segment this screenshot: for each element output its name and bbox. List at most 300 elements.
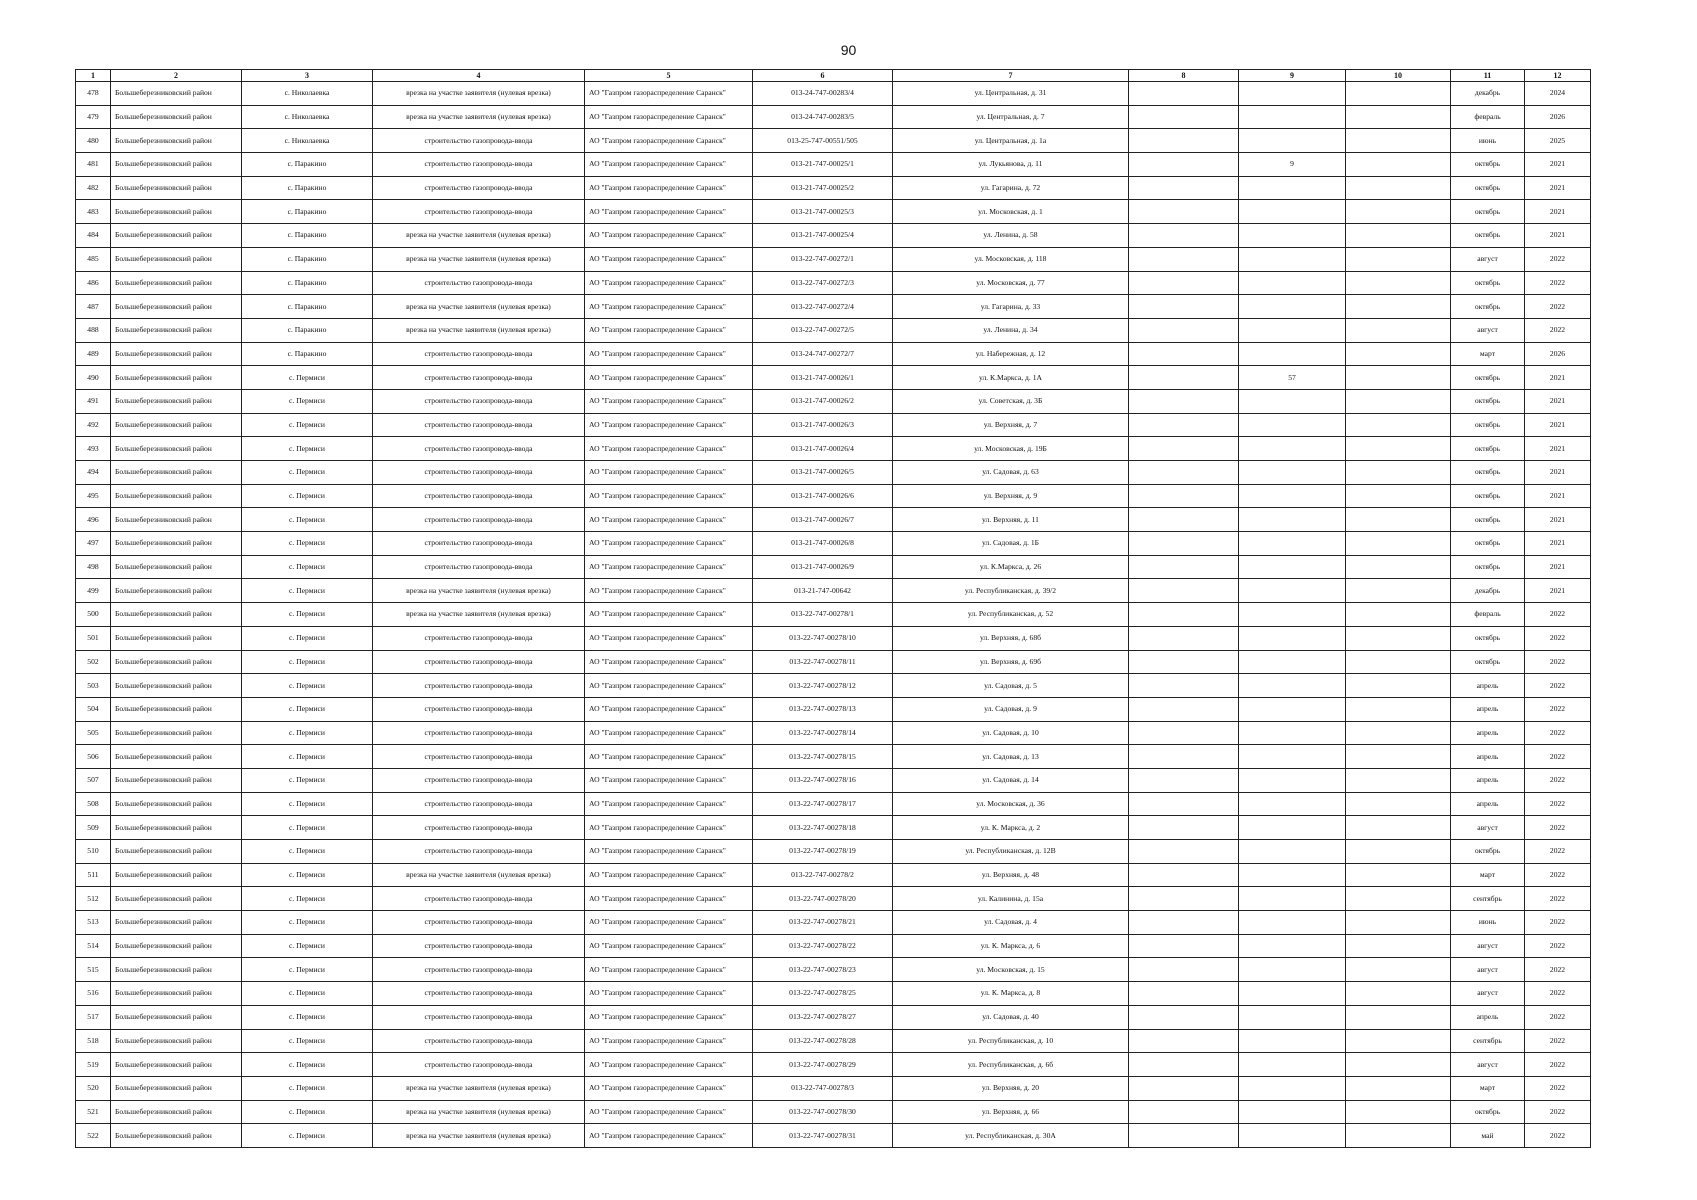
cell-month: апрель [1451, 674, 1525, 698]
cell-settlement: с. Николаевка [242, 82, 373, 106]
cell-col-9 [1239, 674, 1346, 698]
table-row [76, 650, 1591, 674]
cell-organization: АО "Газпром газораспределение Саранск" [585, 1100, 753, 1124]
cell-work-type: строительство газопровода-ввода [373, 792, 585, 816]
cell-district: Большеберезниковский район [111, 318, 242, 342]
cell-col-10 [1346, 555, 1451, 579]
cell-work-type: строительство газопровода-ввода [373, 1029, 585, 1053]
cell-number: 489 [76, 342, 111, 366]
cell-settlement: с. Пермиси [242, 697, 373, 721]
cell-col-8 [1129, 461, 1239, 485]
cell-col-8 [1129, 389, 1239, 413]
cell-organization: АО "Газпром газораспределение Саранск" [585, 1124, 753, 1148]
cell-contract-number: 013-21-747-00025/2 [753, 176, 893, 200]
cell-address: ул. Московская, д. 19Б [893, 437, 1129, 461]
cell-work-type: врезка на участке заявителя (нулевая врезка) [373, 82, 585, 106]
cell-col-9 [1239, 224, 1346, 248]
cell-organization: АО "Газпром газораспределение Саранск" [585, 982, 753, 1006]
cell-year: 2021 [1525, 508, 1591, 532]
table-row [76, 792, 1591, 816]
cell-col-8 [1129, 816, 1239, 840]
cell-work-type: строительство газопровода-ввода [373, 816, 585, 840]
cell-month: февраль [1451, 105, 1525, 129]
cell-address: ул. Центральная, д. 7 [893, 105, 1129, 129]
cell-month: декабрь [1451, 579, 1525, 603]
cell-organization: АО "Газпром газораспределение Саранск" [585, 342, 753, 366]
column-header: 3 [242, 70, 373, 82]
cell-month: март [1451, 863, 1525, 887]
cell-number: 492 [76, 413, 111, 437]
cell-contract-number: 013-22-747-00278/29 [753, 1053, 893, 1077]
cell-month: октябрь [1451, 389, 1525, 413]
cell-contract-number: 013-25-747-00551/505 [753, 129, 893, 153]
cell-district: Большеберезниковский район [111, 674, 242, 698]
cell-contract-number: 013-22-747-00278/31 [753, 1124, 893, 1148]
cell-month: октябрь [1451, 437, 1525, 461]
cell-col-8 [1129, 532, 1239, 556]
cell-number: 510 [76, 840, 111, 864]
cell-contract-number: 013-22-747-00278/18 [753, 816, 893, 840]
cell-address: ул. Республиканская, д. 10 [893, 1029, 1129, 1053]
cell-organization: АО "Газпром газораспределение Саранск" [585, 271, 753, 295]
cell-col-10 [1346, 816, 1451, 840]
cell-address: ул. Верхняя, д. 9 [893, 484, 1129, 508]
cell-col-9 [1239, 650, 1346, 674]
cell-month: август [1451, 247, 1525, 271]
column-header: 8 [1129, 70, 1239, 82]
cell-address: ул. К.Маркса, д. 1А [893, 366, 1129, 390]
cell-col-8 [1129, 1029, 1239, 1053]
cell-district: Большеберезниковский район [111, 721, 242, 745]
cell-address: ул. Республиканская, д. 39/2 [893, 579, 1129, 603]
cell-district: Большеберезниковский район [111, 982, 242, 1006]
cell-work-type: строительство газопровода-ввода [373, 389, 585, 413]
cell-month: октябрь [1451, 484, 1525, 508]
cell-month: март [1451, 342, 1525, 366]
cell-month: октябрь [1451, 153, 1525, 177]
cell-address: ул. Московская, д. 118 [893, 247, 1129, 271]
cell-year: 2022 [1525, 271, 1591, 295]
cell-year: 2022 [1525, 1029, 1591, 1053]
column-header: 12 [1525, 70, 1591, 82]
cell-district: Большеберезниковский район [111, 697, 242, 721]
cell-col-10 [1346, 1100, 1451, 1124]
cell-district: Большеберезниковский район [111, 1076, 242, 1100]
cell-year: 2022 [1525, 745, 1591, 769]
cell-work-type: строительство газопровода-ввода [373, 745, 585, 769]
cell-col-10 [1346, 105, 1451, 129]
cell-address: ул. Садовая, д. 9 [893, 697, 1129, 721]
cell-col-8 [1129, 153, 1239, 177]
cell-address: ул. Садовая, д. 5 [893, 674, 1129, 698]
cell-col-9 [1239, 318, 1346, 342]
cell-address: ул. Садовая, д. 4 [893, 911, 1129, 935]
cell-col-8 [1129, 792, 1239, 816]
cell-year: 2021 [1525, 437, 1591, 461]
cell-col-8 [1129, 224, 1239, 248]
cell-district: Большеберезниковский район [111, 1005, 242, 1029]
cell-organization: АО "Газпром газораспределение Саранск" [585, 508, 753, 532]
cell-settlement: с. Пермиси [242, 934, 373, 958]
cell-district: Большеберезниковский район [111, 295, 242, 319]
cell-year: 2021 [1525, 224, 1591, 248]
cell-district: Большеберезниковский район [111, 461, 242, 485]
cell-address: ул. Московская, д. 77 [893, 271, 1129, 295]
table-row [76, 816, 1591, 840]
cell-number: 485 [76, 247, 111, 271]
cell-month: август [1451, 816, 1525, 840]
cell-address: ул. Центральная, д. 1а [893, 129, 1129, 153]
cell-col-8 [1129, 129, 1239, 153]
cell-settlement: с. Паракино [242, 200, 373, 224]
table-row [76, 105, 1591, 129]
cell-number: 513 [76, 911, 111, 935]
cell-col-8 [1129, 1005, 1239, 1029]
cell-number: 509 [76, 816, 111, 840]
cell-year: 2021 [1525, 555, 1591, 579]
cell-col-9 [1239, 82, 1346, 106]
cell-number: 514 [76, 934, 111, 958]
cell-col-8 [1129, 958, 1239, 982]
cell-organization: АО "Газпром газораспределение Саранск" [585, 153, 753, 177]
cell-year: 2026 [1525, 105, 1591, 129]
cell-col-9 [1239, 697, 1346, 721]
column-header: 1 [76, 70, 111, 82]
cell-month: март [1451, 1076, 1525, 1100]
cell-address: ул. Гагарина, д. 72 [893, 176, 1129, 200]
cell-address: ул. Садовая, д. 1Б [893, 532, 1129, 556]
cell-settlement: с. Николаевка [242, 129, 373, 153]
cell-month: октябрь [1451, 224, 1525, 248]
cell-col-10 [1346, 153, 1451, 177]
cell-year: 2022 [1525, 816, 1591, 840]
cell-month: октябрь [1451, 650, 1525, 674]
cell-address: ул. Республиканская, д. 30А [893, 1124, 1129, 1148]
table-row [76, 887, 1591, 911]
cell-address: ул. Верхняя, д. 48 [893, 863, 1129, 887]
cell-work-type: строительство газопровода-ввода [373, 413, 585, 437]
cell-month: октябрь [1451, 176, 1525, 200]
cell-organization: АО "Газпром газораспределение Саранск" [585, 200, 753, 224]
cell-district: Большеберезниковский район [111, 129, 242, 153]
cell-organization: АО "Газпром газораспределение Саранск" [585, 650, 753, 674]
cell-settlement: с. Паракино [242, 153, 373, 177]
cell-col-9 [1239, 200, 1346, 224]
cell-month: апрель [1451, 792, 1525, 816]
cell-settlement: с. Паракино [242, 271, 373, 295]
cell-month: август [1451, 958, 1525, 982]
cell-contract-number: 013-21-747-00026/9 [753, 555, 893, 579]
cell-settlement: с. Паракино [242, 247, 373, 271]
cell-district: Большеберезниковский район [111, 745, 242, 769]
cell-number: 517 [76, 1005, 111, 1029]
cell-contract-number: 013-22-747-00278/1 [753, 603, 893, 627]
cell-contract-number: 013-22-747-00278/21 [753, 911, 893, 935]
cell-district: Большеберезниковский район [111, 650, 242, 674]
cell-district: Большеберезниковский район [111, 1029, 242, 1053]
cell-year: 2022 [1525, 958, 1591, 982]
cell-address: ул. Московская, д. 36 [893, 792, 1129, 816]
page-number: 90 [840, 42, 857, 58]
cell-col-8 [1129, 484, 1239, 508]
cell-work-type: строительство газопровода-ввода [373, 342, 585, 366]
cell-work-type: врезка на участке заявителя (нулевая врезка) [373, 863, 585, 887]
cell-district: Большеберезниковский район [111, 224, 242, 248]
cell-contract-number: 013-22-747-00278/22 [753, 934, 893, 958]
cell-contract-number: 013-21-747-00025/3 [753, 200, 893, 224]
cell-col-10 [1346, 840, 1451, 864]
table-row [76, 1053, 1591, 1077]
cell-contract-number: 013-21-747-00026/1 [753, 366, 893, 390]
cell-year: 2022 [1525, 982, 1591, 1006]
cell-work-type: врезка на участке заявителя (нулевая врезка) [373, 579, 585, 603]
cell-col-9 [1239, 768, 1346, 792]
cell-contract-number: 013-21-747-00026/2 [753, 389, 893, 413]
cell-col-9 [1239, 1076, 1346, 1100]
cell-district: Большеберезниковский район [111, 579, 242, 603]
cell-month: октябрь [1451, 461, 1525, 485]
table-row [76, 555, 1591, 579]
cell-contract-number: 013-21-747-00026/5 [753, 461, 893, 485]
cell-month: апрель [1451, 768, 1525, 792]
cell-district: Большеберезниковский район [111, 437, 242, 461]
cell-district: Большеберезниковский район [111, 82, 242, 106]
cell-col-10 [1346, 389, 1451, 413]
table-row [76, 768, 1591, 792]
cell-organization: АО "Газпром газораспределение Саранск" [585, 934, 753, 958]
cell-organization: АО "Газпром газораспределение Саранск" [585, 626, 753, 650]
cell-col-10 [1346, 863, 1451, 887]
cell-district: Большеберезниковский район [111, 555, 242, 579]
cell-work-type: строительство газопровода-ввода [373, 626, 585, 650]
cell-year: 2021 [1525, 413, 1591, 437]
cell-work-type: строительство газопровода-ввода [373, 555, 585, 579]
column-header: 10 [1346, 70, 1451, 82]
cell-district: Большеберезниковский район [111, 840, 242, 864]
cell-district: Большеберезниковский район [111, 768, 242, 792]
cell-address: ул. Лукьянова, д. 11 [893, 153, 1129, 177]
cell-col-9: 9 [1239, 153, 1346, 177]
cell-address: ул. Республиканская, д. 12В [893, 840, 1129, 864]
cell-work-type: строительство газопровода-ввода [373, 366, 585, 390]
cell-organization: АО "Газпром газораспределение Саранск" [585, 792, 753, 816]
cell-col-10 [1346, 413, 1451, 437]
cell-contract-number: 013-22-747-00272/5 [753, 318, 893, 342]
table-row [76, 958, 1591, 982]
cell-col-8 [1129, 674, 1239, 698]
cell-settlement: с. Паракино [242, 295, 373, 319]
cell-contract-number: 013-21-747-00025/1 [753, 153, 893, 177]
cell-organization: АО "Газпром газораспределение Саранск" [585, 887, 753, 911]
cell-number: 516 [76, 982, 111, 1006]
cell-contract-number: 013-22-747-00278/11 [753, 650, 893, 674]
cell-district: Большеберезниковский район [111, 389, 242, 413]
cell-year: 2022 [1525, 911, 1591, 935]
cell-district: Большеберезниковский район [111, 105, 242, 129]
table-row [76, 271, 1591, 295]
cell-number: 508 [76, 792, 111, 816]
cell-contract-number: 013-22-747-00278/16 [753, 768, 893, 792]
cell-work-type: врезка на участке заявителя (нулевая врезка) [373, 1076, 585, 1100]
cell-organization: АО "Газпром газораспределение Саранск" [585, 484, 753, 508]
cell-organization: АО "Газпром газораспределение Саранск" [585, 579, 753, 603]
cell-contract-number: 013-21-747-00026/8 [753, 532, 893, 556]
cell-work-type: врезка на участке заявителя (нулевая врезка) [373, 1100, 585, 1124]
column-header: 7 [893, 70, 1129, 82]
cell-number: 506 [76, 745, 111, 769]
cell-col-10 [1346, 1076, 1451, 1100]
cell-col-9 [1239, 105, 1346, 129]
cell-organization: АО "Газпром газораспределение Саранск" [585, 176, 753, 200]
cell-year: 2022 [1525, 674, 1591, 698]
cell-settlement: с. Пермиси [242, 1124, 373, 1148]
cell-year: 2024 [1525, 82, 1591, 106]
cell-number: 521 [76, 1100, 111, 1124]
cell-col-9 [1239, 555, 1346, 579]
cell-organization: АО "Газпром газораспределение Саранск" [585, 318, 753, 342]
cell-year: 2022 [1525, 1053, 1591, 1077]
table-row [76, 200, 1591, 224]
cell-year: 2021 [1525, 389, 1591, 413]
cell-year: 2022 [1525, 768, 1591, 792]
cell-col-10 [1346, 603, 1451, 627]
column-header: 5 [585, 70, 753, 82]
cell-month: апрель [1451, 697, 1525, 721]
cell-year: 2022 [1525, 792, 1591, 816]
cell-district: Большеберезниковский район [111, 508, 242, 532]
cell-col-9 [1239, 295, 1346, 319]
table-row [76, 911, 1591, 935]
cell-col-9 [1239, 1124, 1346, 1148]
cell-col-10 [1346, 1124, 1451, 1148]
cell-work-type: врезка на участке заявителя (нулевая врезка) [373, 318, 585, 342]
cell-contract-number: 013-22-747-00278/15 [753, 745, 893, 769]
cell-number: 501 [76, 626, 111, 650]
cell-settlement: с. Пермиси [242, 1053, 373, 1077]
cell-address: ул. Садовая, д. 13 [893, 745, 1129, 769]
cell-settlement: с. Пермиси [242, 982, 373, 1006]
cell-year: 2022 [1525, 863, 1591, 887]
cell-contract-number: 013-22-747-00278/23 [753, 958, 893, 982]
cell-number: 522 [76, 1124, 111, 1148]
cell-year: 2022 [1525, 1100, 1591, 1124]
cell-work-type: строительство газопровода-ввода [373, 532, 585, 556]
cell-settlement: с. Пермиси [242, 792, 373, 816]
cell-district: Большеберезниковский район [111, 413, 242, 437]
cell-contract-number: 013-22-747-00278/30 [753, 1100, 893, 1124]
cell-col-10 [1346, 1053, 1451, 1077]
cell-district: Большеберезниковский район [111, 863, 242, 887]
cell-col-9 [1239, 721, 1346, 745]
cell-month: октябрь [1451, 555, 1525, 579]
cell-col-9 [1239, 413, 1346, 437]
cell-col-8 [1129, 603, 1239, 627]
cell-number: 494 [76, 461, 111, 485]
cell-number: 520 [76, 1076, 111, 1100]
cell-col-8 [1129, 1076, 1239, 1100]
cell-col-8 [1129, 555, 1239, 579]
cell-contract-number: 013-21-747-00642 [753, 579, 893, 603]
cell-address: ул. Республиканская, д. 6б [893, 1053, 1129, 1077]
cell-organization: АО "Газпром газораспределение Саранск" [585, 1029, 753, 1053]
cell-work-type: врезка на участке заявителя (нулевая врезка) [373, 295, 585, 319]
cell-contract-number: 013-22-747-00278/10 [753, 626, 893, 650]
cell-district: Большеберезниковский район [111, 603, 242, 627]
cell-contract-number: 013-22-747-00278/12 [753, 674, 893, 698]
cell-settlement: с. Паракино [242, 342, 373, 366]
cell-month: июнь [1451, 911, 1525, 935]
cell-settlement: с. Пермиси [242, 674, 373, 698]
cell-work-type: врезка на участке заявителя (нулевая врезка) [373, 603, 585, 627]
cell-settlement: с. Пермиси [242, 437, 373, 461]
cell-month: август [1451, 318, 1525, 342]
table-row [76, 224, 1591, 248]
cell-district: Большеберезниковский район [111, 816, 242, 840]
cell-year: 2022 [1525, 318, 1591, 342]
cell-work-type: строительство газопровода-ввода [373, 153, 585, 177]
cell-col-8 [1129, 1124, 1239, 1148]
cell-year: 2025 [1525, 129, 1591, 153]
table-row [76, 1005, 1591, 1029]
cell-number: 487 [76, 295, 111, 319]
cell-col-9 [1239, 484, 1346, 508]
cell-number: 493 [76, 437, 111, 461]
cell-col-10 [1346, 887, 1451, 911]
cell-number: 479 [76, 105, 111, 129]
cell-number: 503 [76, 674, 111, 698]
cell-col-8 [1129, 437, 1239, 461]
table-row [76, 1076, 1591, 1100]
cell-organization: АО "Газпром газораспределение Саранск" [585, 1076, 753, 1100]
cell-col-8 [1129, 745, 1239, 769]
table-row [76, 934, 1591, 958]
table-row [76, 318, 1591, 342]
cell-organization: АО "Газпром газораспределение Саранск" [585, 461, 753, 485]
table-row [76, 437, 1591, 461]
cell-organization: АО "Газпром газораспределение Саранск" [585, 105, 753, 129]
cell-settlement: с. Пермиси [242, 389, 373, 413]
cell-col-8 [1129, 247, 1239, 271]
cell-month: май [1451, 1124, 1525, 1148]
cell-contract-number: 013-22-747-00278/17 [753, 792, 893, 816]
cell-contract-number: 013-22-747-00272/1 [753, 247, 893, 271]
cell-col-10 [1346, 792, 1451, 816]
cell-district: Большеберезниковский район [111, 484, 242, 508]
cell-address: ул. Набережная, д. 12 [893, 342, 1129, 366]
cell-col-8 [1129, 768, 1239, 792]
cell-col-8 [1129, 650, 1239, 674]
cell-contract-number: 013-24-747-00283/5 [753, 105, 893, 129]
cell-district: Большеберезниковский район [111, 911, 242, 935]
cell-col-10 [1346, 1029, 1451, 1053]
cell-contract-number: 013-21-747-00026/4 [753, 437, 893, 461]
cell-col-8 [1129, 934, 1239, 958]
cell-work-type: строительство газопровода-ввода [373, 958, 585, 982]
cell-month: апрель [1451, 721, 1525, 745]
cell-col-9 [1239, 958, 1346, 982]
cell-district: Большеберезниковский район [111, 342, 242, 366]
cell-address: ул. Верхняя, д. 20 [893, 1076, 1129, 1100]
cell-district: Большеберезниковский район [111, 200, 242, 224]
cell-settlement: с. Николаевка [242, 105, 373, 129]
header-row [76, 70, 1591, 82]
cell-settlement: с. Пермиси [242, 816, 373, 840]
cell-number: 504 [76, 697, 111, 721]
cell-col-10 [1346, 697, 1451, 721]
cell-number: 519 [76, 1053, 111, 1077]
cell-col-9 [1239, 887, 1346, 911]
cell-year: 2021 [1525, 366, 1591, 390]
